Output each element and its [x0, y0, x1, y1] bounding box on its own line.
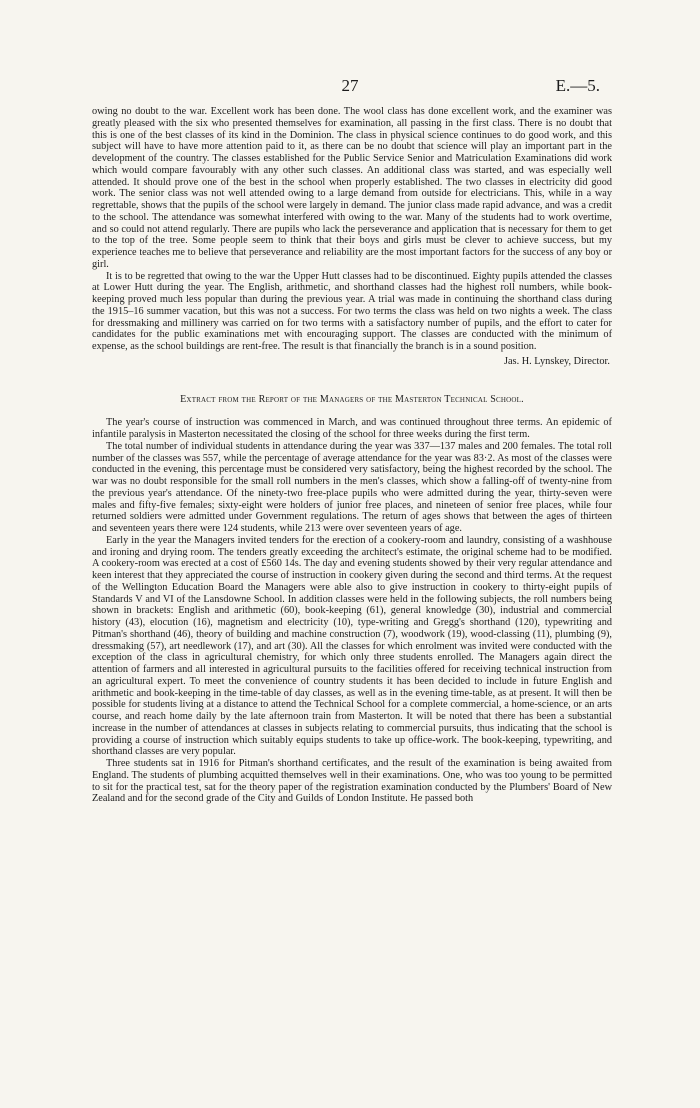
- paragraph: The total number of individual students in attendance during the year was 337—137 males and 200 females. The total roll number of the classes was 557, while the percentage of average attendance for the year was 83·2. As most of the classes were conducted in the evening, this percentage must be considered very satisfactory, being the highest recorded by the school. The war was no doubt responsible for the small roll numbers in the men's classes, which show a falling-off of twenty-nine from the previous year's attendance. Of the ninety-two free-place pupils who were admitted during the year, thirty-seven were males and fifty-five females; sixty-eight were holders of junior free places, and nineteen of senior free places, while four returned soldiers were admitted under Government regulations. The return of ages shows that between the ages of thirteen and seventeen years there were 124 students, while 213 were over seventeen years of age.: [92, 440, 612, 534]
- paragraph: Three students sat in 1916 for Pitman's shorthand certificates, and the result of the examination is being awaited from England. The students of plumbing acquitted themselves well in their examinations. One, who was too young to be permitted to sit for the practical test, sat for the theory paper of the registration examination conducted by the Plumbers' Board of New Zealand and for the second grade of the City and Guilds of London Institute. He passed both: [92, 758, 612, 805]
- paragraph: owing no doubt to the war. Excellent work has been done. The wool class has done excellent work, and the examiner was greatly pleased with the six who presented themselves for examination, all passing in the first class. There is no doubt that this is one of the best classes of its kind in the Dominion. The class in physical science continues to do good work, and this subject will have to have more attention paid to it, as there can be no doubt that science will play an important part in the development of the country. The classes established for the Public Service Senior and Matriculation Examinations did work which would compare favourably with any other such classes. An additional class was started, and was especially well attended. It should prove one of the best in the school when properly established. The two classes in electricity did good work. The senior class was not well attended owing to a large demand from outside for electricians. This, while in a way regrettable, shows that the pupils of the school were largely in demand. The junior class made rapid advance, and was a credit to the school. The attendance was somewhat interfered with owing to the war. Many of the students had to work overtime, and so could not attend regularly. There are pupils who lack the perseverance and application that is necessary for them to get to the top of the tree. Some people seem to think that their boys and girls must be clever to achieve success, but my experience teaches me to believe that perseverance and reliability are the most important factors for the success of any boy or girl.: [92, 106, 612, 270]
- section-heading: Extract from the Report of the Managers of the Masterton Technical School.: [180, 393, 524, 405]
- paragraph: The year's course of instruction was commenced in March, and was continued throughout three terms. An epidemic of infantile paralysis in Masterton necessitated the closing of the school for three weeks during the first term.: [92, 417, 612, 440]
- body-text: [92, 106, 612, 805]
- page-number: 27: [341, 76, 359, 95]
- signature: Jas. H. Lynskey, Director.: [503, 355, 610, 367]
- paragraph: Early in the year the Managers invited tenders for the erection of a cookery-room and laundry, consisting of a washhouse and ironing and drying room. The tenders greatly exceeding the architect's estimate, the original scheme had to be modified. A cookery-room was erected at a cost of £560 14s. The day and evening students showed by their very regular attendance and keen interest that they appreciated the course of instruction in cookery given during the second and third terms. At the request of the Wellington Education Board the Managers were able also to give instruction in cookery to thirty-eight pupils of Standards V and VI of the Lansdowne School. In addition classes were held in the following subjects, the roll numbers being shown in brackets: English and arithmetic (60), book-keeping (61), general knowledge (30), industrial and commercial history (43), elocution (16), magnetism and electricity (10), type-writing and Gregg's shorthand (120), typewriting and Pitman's shorthand (46), theory of building and machine construction (7), woodwork (19), wood-classing (11), plumbing (9), dressmaking (57), art needlework (17), and art (30). All the classes for which enrolment was invited were conducted with the exception of the class in agricultural chemistry, for which only three students enrolled. The Managers again direct the attention of farmers and all interested in agricultural pursuits to the facilities offered for receiving technical instruction from an agricultural expert. To meet the convenience of country students it has been decided to include in future English and arithmetic and book-keeping in the time-table of day classes, as well as in the evening time-table, as at present. It will then be possible for students living at a distance to attend the Technical School for a complete commercial, a home-science, or an arts course, and reach home daily by the late afternoon train from Masterton. It will be noted that there has been a substantial increase in the number of attendances at classes in subjects relating to commercial pursuits, thus indicating that the school is providing a course of instruction which suitably equips students to take up office-work. The book-keeping, typewriting, and shorthand classes are very popular.: [92, 534, 612, 758]
- paragraph: It is to be regretted that owing to the war the Upper Hutt classes had to be discontinued. Eighty pupils attended the classes at Lower Hutt during the year. The English, arithmetic, and shorthand classes had the highest roll numbers, while book-keeping proved much less popular than during the previous year. A trial was made in continuing the shorthand class during the 1915–16 summer vacation, but this was not a success. For two terms the class was held on two nights a week. The class for dressmaking and millinery was carried on for two terms with a satisfactory number of pupils, and the effort to cater for candidates for the public examinations met with encouraging support. The classes are conducted with the minimum of expense, as the school buildings are rent-free. The result is that financially the branch is in a sound position.: [92, 270, 612, 352]
- document-reference: E.—5.: [555, 76, 600, 95]
